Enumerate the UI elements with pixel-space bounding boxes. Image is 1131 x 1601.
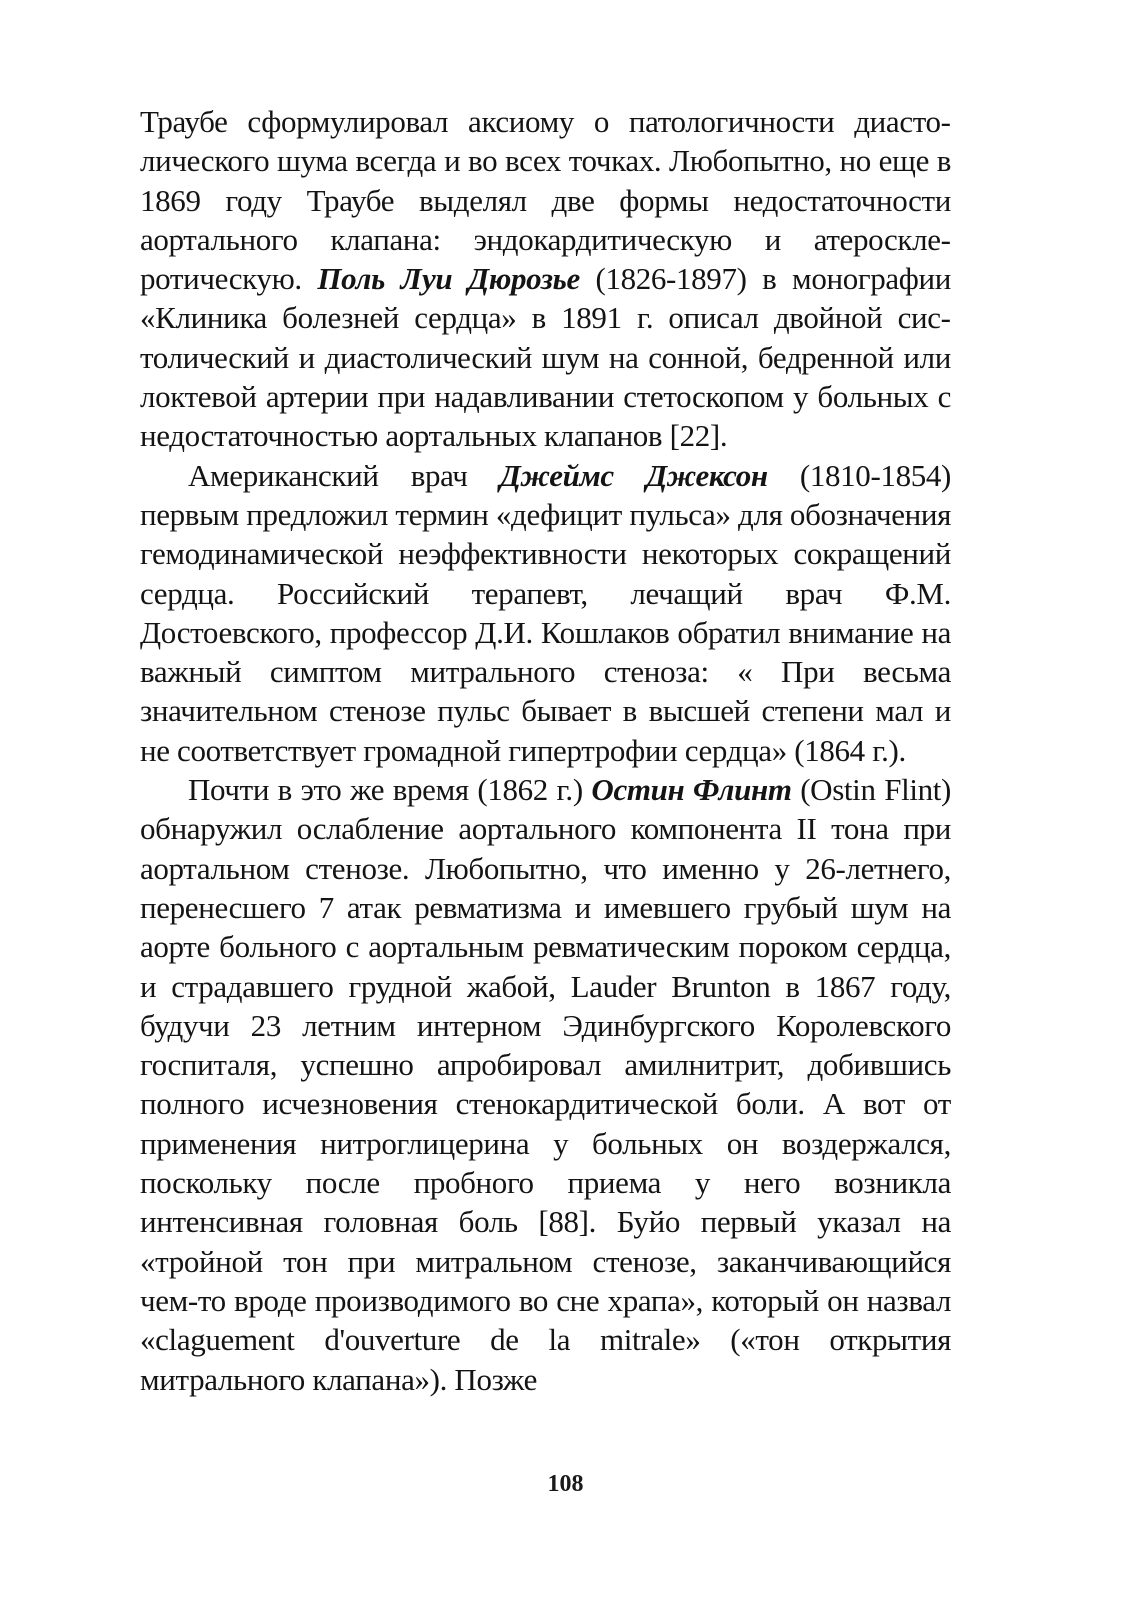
- paragraph-2: [140, 456, 951, 770]
- paragraph-2-text-a: Американский врач: [188, 457, 500, 493]
- paragraph-1: [140, 102, 951, 456]
- person-name-jackson: Джеймс Джексон: [499, 457, 768, 493]
- paragraph-3-text-b: (Ostin Flint) обнаружил ослабление аортального компонента II тона при аортальном стенозе. Любопытно, что именно у 26-летнего, перенесшего 7 атак ревматизма и имевшего грубый шум на аорте больного с аортальным ревматическим пороком сердца, и страдавшего грудной жабой, Lauder Brunton в 1867 году, будучи 23 летним интерном Эдинбургского Королевского госпиталя, успешно апробировал амилнитрит, добившись полного исчезновения стенокардитической боли. А вот от применения нитроглицерина у больных он воздержался, поскольку после пробного приема у него возникла интенсивная головная боль [88]. Буйо первый указал на «тройной тон при митральном стенозе, заканчивающийся чем-то вроде производимого во сне храпа», который он назвал «claguement d'ouverture de la mitrale» («тон открытия митрального клапана»). Позже: [140, 772, 952, 1397]
- paragraph-3: [140, 770, 951, 1399]
- paragraph-3-text-a: Почти в это же время (1862 г.): [188, 772, 592, 808]
- paragraph-2-text-b: (1810-1854) первым предложил термин «дефицит пульса» для обозначения гемодинамической неэффективности некоторых сокращений сердца. Российский терапевт, лечащий врач Ф.М. Достоевского, профессор Д.И. Кошлаков обратил внимание на важный симптом митрального стеноза: « При весьма значительном стенозе пульс бывает в высшей степени мал и не соответствует громадной гипертрофии сердца» (1864 г.).: [140, 457, 951, 768]
- page-number: 108: [547, 1471, 584, 1497]
- paragraph-1-text-a: Траубе сформулировал аксиому о патологичности диастолического шума всегда и во всех точках. Любопытно, но еще в 1869 году Траубе выделял две формы недостаточности аортального клапана: эндокардитическую и атеросклеротическую.: [140, 104, 951, 297]
- body-text: [140, 102, 951, 1399]
- person-name-flint: Остин Флинт: [591, 772, 792, 808]
- paragraph-1-text-b: (1826-1897) в монографии «Клиника болезней сердца» в 1891 г. описал двойной систолический и диастолический шум на сонной, бедренной или локтевой артерии при надавливании стетоскопом у больных с недостаточностью аортальных клапанов [22].: [140, 261, 951, 454]
- person-name-durozier: Поль Луи Дюрозье: [317, 261, 580, 297]
